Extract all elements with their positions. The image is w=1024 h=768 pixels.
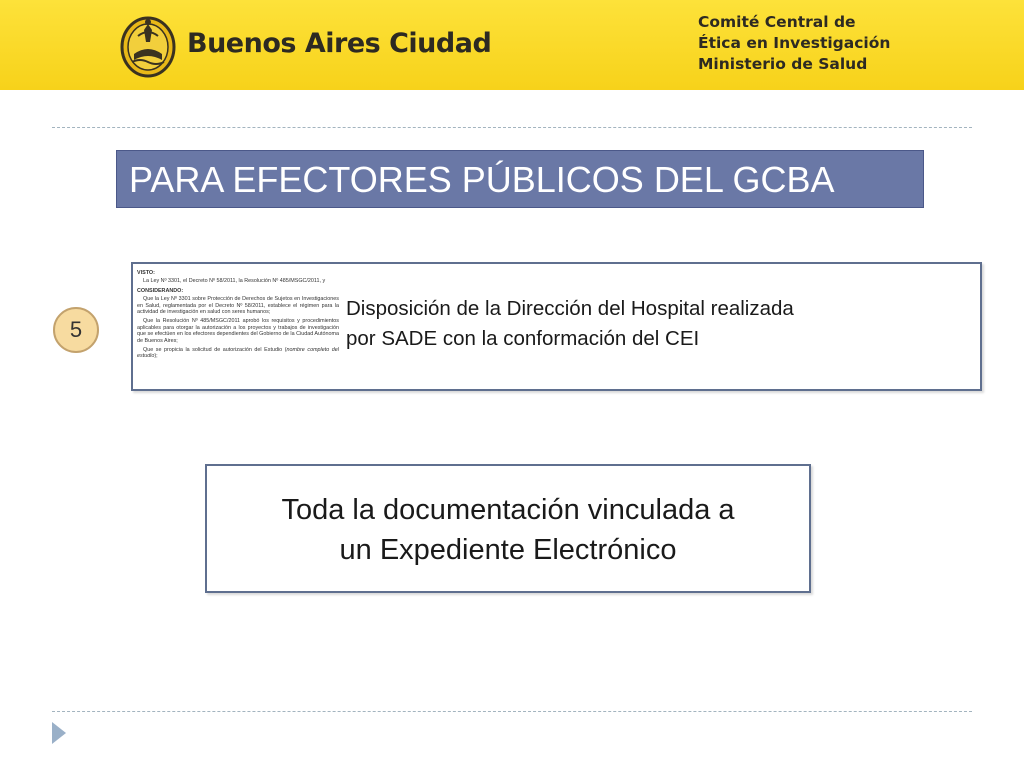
excerpt-prefix: Que se propicia la solicitud de autorización del Estudio ( (143, 347, 287, 354)
electronic-file-note (205, 464, 811, 593)
note-line: un Expediente Electrónico (339, 534, 677, 566)
bottom-divider (52, 711, 972, 712)
city-coat-of-arms-icon (120, 14, 176, 78)
committee-line: Ministerio de Salud (698, 55, 868, 73)
committee-line: Comité Central de (698, 13, 856, 31)
note-line: Toda la documentación vinculada a (281, 494, 735, 526)
committee-line: Ética en Investigación (698, 34, 891, 52)
excerpt-paragraph: Que la Ley Nº 3301 sobre Protección de Derechos de Sujetos en Investigaciones en Salud, reglamentada por el Decreto Nº 58/2011, establece el régimen para la actividad de investigación en salud con seres humanos; (137, 296, 339, 316)
committee-name (698, 12, 890, 75)
brand-name: Buenos Aires Ciudad (187, 28, 492, 59)
visto-text: La Ley Nº 3301, el Decreto Nº 58/2011, la Resolución Nº 485/MSGC/2011, y (143, 278, 326, 285)
excerpt-paragraph (137, 347, 339, 360)
excerpt-suffix: ); (154, 353, 158, 360)
next-slide-arrow-icon[interactable] (52, 722, 66, 744)
document-panel (131, 262, 982, 391)
visto-heading: VISTO: (137, 270, 155, 276)
document-description (346, 294, 966, 354)
slide-title: PARA EFECTORES PÚBLICOS DEL GCBA (116, 150, 924, 208)
description-line: por SADE con la conformación del CEI (346, 327, 700, 350)
step-number-badge: 5 (53, 307, 99, 353)
top-divider (52, 127, 972, 128)
document-excerpt-image (137, 268, 339, 385)
header-banner (0, 0, 1024, 90)
excerpt-paragraph: Que la Resolución Nº 485/MSGC/2011 aprobó los requisitos y procedimientos aplicables para otorgar la autorización a los proyectos y trabajos de investigación que se efectúen en los efectores dependientes del Gobierno de la Ciudad Autónoma de Buenos Aires; (137, 318, 339, 344)
description-line: Disposición de la Dirección del Hospital realizada (346, 297, 794, 320)
considerando-heading: CONSIDERANDO: (137, 287, 184, 294)
excerpt-italic: nombre completo del estudio (137, 347, 339, 360)
